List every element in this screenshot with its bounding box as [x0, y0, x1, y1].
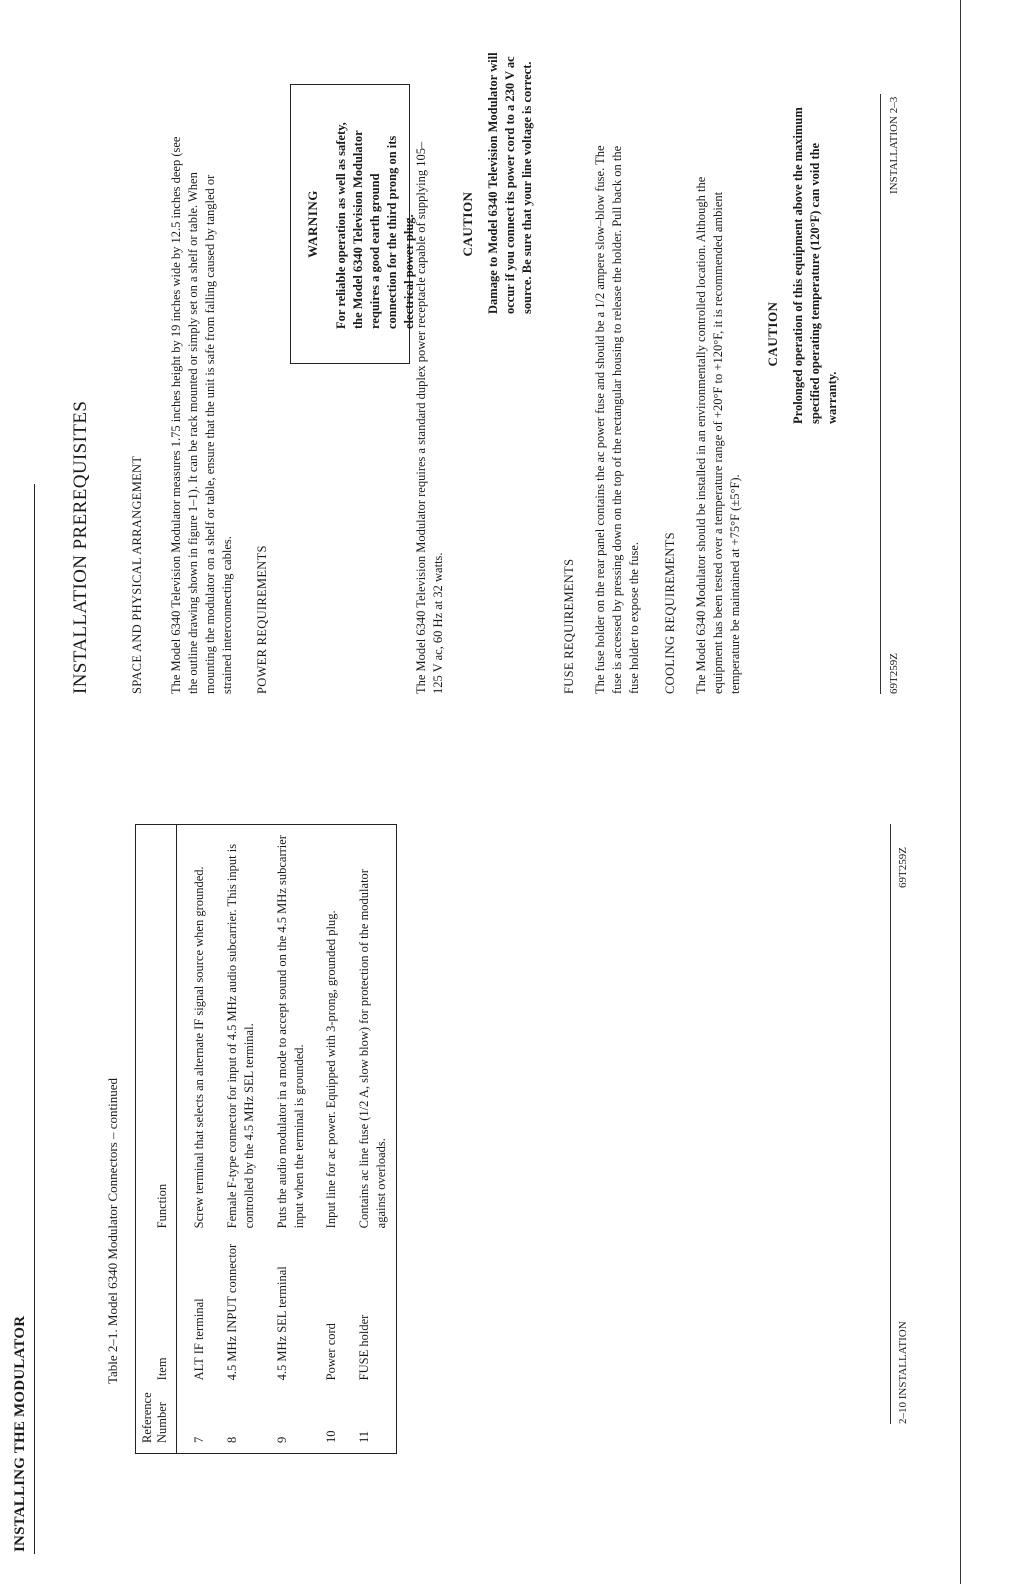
table-row — [264, 825, 314, 1454]
cell-item: FUSE holder — [357, 1314, 372, 1381]
space-body: The Model 6340 Television Modulator measures 1.75 inches height by 19 inches wide by 12.5 inches deep (see the outline drawing shown in figure 1–1). It can be rack mounted or simply set on a shelf or table. When mounting the modulator on a shelf or table, ensure that the unit is safe from falling caused by tangled or strained interconnecting cables. — [169, 136, 234, 694]
table-row — [346, 825, 396, 1454]
cooling-heading: COOLING REQUIREMENTS — [663, 532, 677, 694]
caution-title: CAUTION — [765, 301, 780, 367]
footer-document-code: 69T259Z — [888, 653, 900, 694]
cell-ref: 11 — [357, 1430, 372, 1443]
warning-box — [290, 84, 416, 364]
footer-rule — [880, 94, 881, 694]
cell-ref: 9 — [274, 1436, 289, 1443]
table-row — [214, 825, 264, 1454]
cell-item: 4.5 MHz INPUT connector — [224, 1243, 239, 1381]
footer-document-code: 69T259Z — [897, 847, 909, 888]
cell-ref: 7 — [192, 1436, 206, 1443]
connector-table — [135, 824, 397, 1454]
footer-page-number: 2–10 INSTALLATION — [897, 1321, 909, 1424]
running-head: INSTALLING THE MODULATOR — [12, 1315, 28, 1552]
footer-rule — [890, 824, 891, 1424]
header-reference-number: Reference Number — [136, 1386, 177, 1453]
cooling-body: The Model 6340 Modulator should be installed in an environmentally controlled location. Although the equipment has been tested over a temperature range of +20°F to +120°F, it is recommended ambient temperature be maintained at +75°F (±5°F). — [694, 176, 742, 694]
scan-edge-rule — [960, 0, 961, 1584]
warning-text: For reliable operation as well as safety, the Model 6340 Television Modulator requires a good earth ground connection for the third prong on its electrical power plug. — [334, 122, 416, 329]
cell-item: 4.5 MHz SEL terminal — [274, 1266, 289, 1381]
fuse-body: The fuse holder on the rear panel contains the ac power fuse and should be a 1/2 ampere slow–blow fuse. The fuse is accessed by pressing down on the top of the rectangular housing to release the holder. Pull back on the fuse holder to expose the fuse. — [593, 145, 641, 694]
power-heading: POWER REQUIREMENTS — [255, 545, 269, 694]
section-title: INSTALLATION PREREQUISITES — [70, 400, 91, 694]
cell-function: Screw terminal that selects an alternate IF signal source when grounded. — [192, 866, 206, 1229]
cell-item: ALT IF terminal — [192, 1298, 206, 1381]
table-row — [313, 825, 346, 1454]
table-header-row — [136, 825, 177, 1454]
cell-function: Input line for ac power. Equipped with 3-prong, grounded plug. — [324, 910, 339, 1229]
cell-function: Puts the audio modulator in a mode to accept sound on the 4.5 MHz subcarrier input when the terminal is grounded. — [274, 835, 306, 1229]
caution-title: CAUTION — [460, 191, 475, 257]
cell-ref: 10 — [324, 1430, 339, 1443]
header-item: Item — [136, 1234, 177, 1386]
power-body: The Model 6340 Television Modulator requires a standard duplex power receptacle capable of supplying 105–125 V ac, 60 Hz at 32 watts. — [414, 141, 445, 694]
fuse-heading: FUSE REQUIREMENTS — [562, 558, 576, 694]
cell-ref: 8 — [224, 1436, 239, 1443]
table-title: Table 2–1. Model 6340 Modulator Connectors – continued — [105, 1078, 120, 1384]
space-heading: SPACE AND PHYSICAL ARRANGEMENT — [130, 455, 144, 694]
cell-function: Female F-type connector for input of 4.5 MHz audio subcarrier. This input is controlled by the 4.5 MHz SEL terminal. — [224, 843, 256, 1229]
cell-item: Power cord — [324, 1323, 339, 1381]
caution-text: Prolonged operation of this equipment above the maximum specified operating temperature (120°F) can void the warranty. — [791, 107, 839, 424]
left-page — [0, 804, 1022, 1584]
table-row — [177, 825, 214, 1454]
warning-title: WARNING — [305, 190, 320, 258]
cell-function: Contains ac line fuse (1/2 A, slow blow) for protection of the modulator against overloads. — [357, 869, 389, 1229]
caution-text: Damage to Model 6340 Television Modulator will occur if you connect its power cord to a 230 V ac source. Be sure that your line voltage is correct. — [486, 52, 534, 314]
footer-page-number: INSTALLATION 2–3 — [888, 96, 900, 194]
header-function: Function — [136, 825, 177, 1235]
